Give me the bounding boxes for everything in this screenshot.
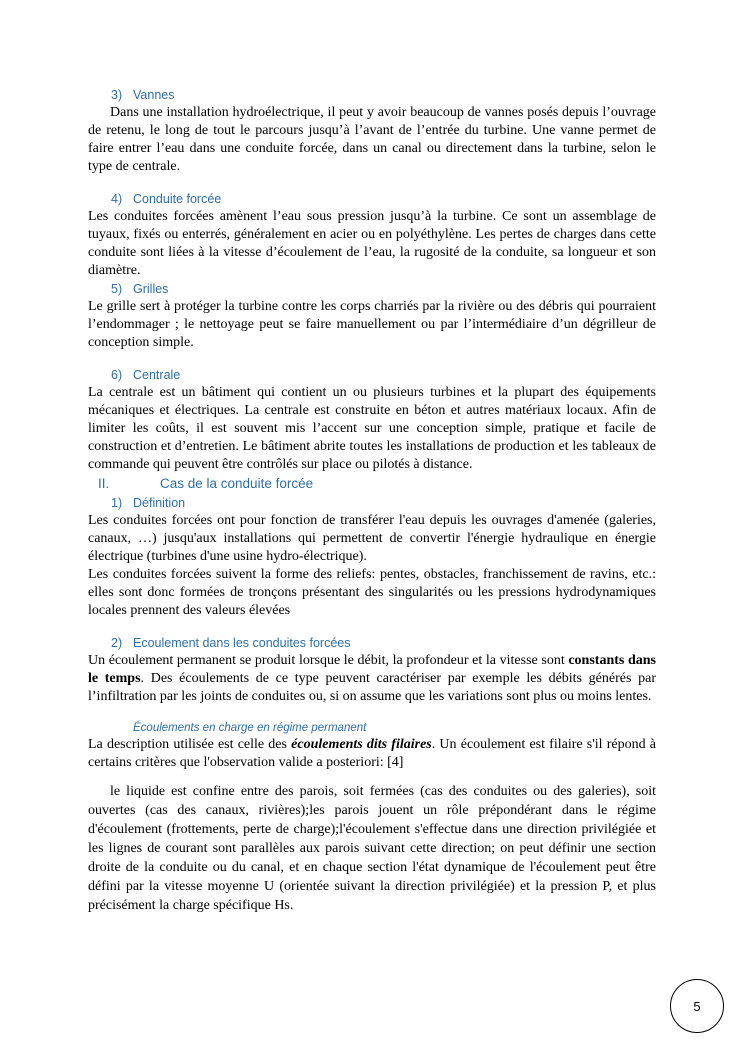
paragraph-conduite-forcee: Les conduites forcées amènent l’eau sous pression jusqu’à la turbine. Ce sont un assemblage de tuyaux, fixés ou enterrés, généralement en acier ou en polyéthylène. Les pertes de charges dans cette conduite sont liées à la vitesse d’écoulement de l’eau, la rugosité de la conduite, sa longueur et son diamètre. xyxy=(88,209,656,278)
heading-conduite-forcee: 4) Conduite forcée xyxy=(111,192,222,206)
heading-ecoulements-en-charge: Écoulements en charge en régime permanent xyxy=(133,722,367,734)
paragraph-ecoulement: Un écoulement permanent se produit lorsque le débit, la profondeur et la vitesse sont constants dans le temps. Des écoulements de ce type peuvent caractériser par exemple les débits générés par l’infiltration par les joints de conduites ou, si on assume que les variations sont plus ou moins lentes. xyxy=(88,653,656,704)
paragraph-charge-1: La description utilisée est celle des écoulements dits filaires. Un écoulement est filaire s'il répond à certains critères que l'observation valide a posteriori: [4] xyxy=(88,737,656,770)
paragraph-grilles: Le grille sert à protéger la turbine contre les corps charriés par la rivière ou des débris qui pourraient l’endommager ; le nettoyage peut se faire manuellement ou par l’intermédiaire d’un dégrilleur de conception simple. xyxy=(88,299,656,350)
heading-grilles: 5) Grilles xyxy=(111,282,169,296)
heading-ecoulement: 2) Ecoulement dans les conduites forcées xyxy=(111,636,351,650)
page-number: 5 xyxy=(693,998,701,1014)
paragraph-definition-2: Les conduites forcées suivent la forme des reliefs: pentes, obstacles, franchissement de ravins, etc.: elles sont donc formées de tronçons présentant des singularités ou les pressions hydrodynamiques locales prennent des valeurs élevées xyxy=(88,567,656,618)
heading-part-ii: II. Cas de la conduite forcée xyxy=(98,476,314,491)
heading-centrale: 6) Centrale xyxy=(111,368,181,382)
paragraph-definition-1: Les conduites forcées ont pour fonction de transférer l'eau depuis les ouvrages d'amenée (galeries, canaux, …) jusqu'aux installations qui permettent de convertir l'énergie hydraulique en énergie électrique (turbines d'une usine hydro-électrique). xyxy=(88,513,656,564)
heading-vannes: 3) Vannes xyxy=(111,88,175,102)
heading-definition: 1) Définition xyxy=(111,496,186,510)
page-number-badge xyxy=(670,979,724,1033)
paragraph-centrale: La centrale est un bâtiment qui contient un ou plusieurs turbines et la plupart des équipements mécaniques et électriques. La centrale est construite en béton et autres matériaux locaux. Afin de limiter les coûts, il est souvent mis l’accent sur une conception simple, pratique et facile de construction et d’entretien. Le bâtiment abrite toutes les installations de production et les tableaux de commande qui peuvent être contrôlés sur place ou pilotés à distance. xyxy=(88,385,656,472)
paragraph-vannes: Dans une installation hydroélectrique, il peut y avoir beaucoup de vannes posés depuis l’ouvrage de retenu, le long de tout le parcours jusqu’à l’avant de l’entrée du turbine. Une vanne permet de faire entrer l’eau dans une conduite forcée, dans un canal ou directement dans la turbine, selon le type de centrale. xyxy=(88,105,656,174)
paragraph-charge-2: le liquide est confine entre des parois, soit fermées (cas des conduites ou des galeries), soit ouvertes (cas des canaux, rivières);les parois jouent un rôle prépondérant dans le régime d'écoulement (frottements, perte de charge);l'écoulement s'effectue dans une direction privilégiée et les lignes de courant sont parallèles aux parois suivant cette direction; on peut définir une section droite de la conduite ou du canal, et en chaque section l'état dynamique de l'écoulement peut être défini par la vitesse moyenne U (orientée suivant la direction privilégiée) et la pression P, et plus précisément la charge spécifique Hs. xyxy=(88,784,656,913)
document-page xyxy=(88,86,656,915)
